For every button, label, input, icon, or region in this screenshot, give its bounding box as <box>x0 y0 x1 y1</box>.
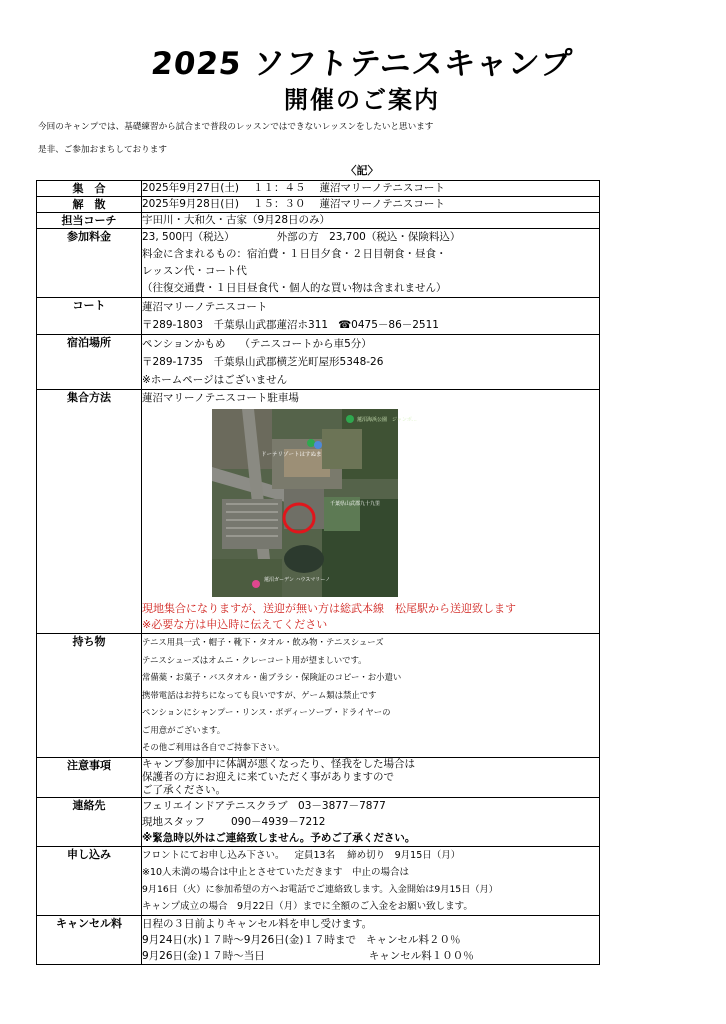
intro-line-2: 是非、ご参加おまちしております <box>38 145 167 155</box>
apply-capacity: 定員13名 <box>294 849 336 861</box>
map-label-resort: ドーテリゾートはすぬま <box>261 452 322 458</box>
row-lodging <box>37 335 600 390</box>
items-line-5: ペンションにシャンプー・リンス・ボディーソープ・ドライヤーの <box>142 707 391 717</box>
court-phone: ☎0475－86－2511 <box>338 319 439 331</box>
gathering-place: 蓮沼マリーノテニスコート <box>319 182 445 194</box>
apply-line-3: 9月16日（火）に参加希望の方へお電話でご連絡致します。入金開始は9月15日（月） <box>142 883 498 895</box>
label-coach: 担当コーチ <box>37 213 142 229</box>
apply-line-2: ※10人未満の場合は中止とさせていただきます 中止の場合は <box>142 866 410 878</box>
fee-includes-cont: レッスン代・コート代 <box>142 265 247 277</box>
cancel-period-1: 9月24日(水)１７時～9月26日(金)１７時まで <box>142 933 356 946</box>
contact-notice: ※緊急時以外はご連絡致しません。予めご了承ください。 <box>142 831 416 844</box>
row-meeting <box>37 390 600 634</box>
satellite-map-graphic <box>212 409 417 597</box>
label-apply: 申し込み <box>37 846 142 915</box>
row-dismissal <box>37 197 600 213</box>
meeting-request-notice: ※必要な方は申込時に伝えてください <box>142 618 328 631</box>
contact-club: フェリエインドアテニスクラブ 03－3877－7877 <box>142 799 386 812</box>
park-pin-icon <box>307 439 315 447</box>
apply-deadline: 締め切り 9月15日（月） <box>347 849 461 861</box>
fee-external: 外部の方 23,700（税込・保険料込） <box>276 231 461 243</box>
lodging-note: ※ホームページはございません <box>142 374 288 386</box>
dismissal-time: １５：３０ <box>252 198 306 210</box>
court-address: 〒289-1803 千葉県山武郡蓮沼ホ311 <box>142 319 329 331</box>
map-label-address: 千葉県山武郡九十九里 <box>330 501 381 507</box>
gathering-time: １１：４５ <box>252 182 306 194</box>
park-pin-icon-2 <box>346 415 354 423</box>
cancel-rate-1: キャンセル料２０％ <box>365 933 461 946</box>
items-line-6: ご用意がございます。 <box>142 724 226 735</box>
title-line-1: 2025 ソフトテニスキャンプ <box>149 46 574 82</box>
apply-line-4: キャンプ成立の場合 9月22日（月）までに全額のご入金をお願い致します。 <box>142 900 473 912</box>
contact-staff-phone: 090－4939－7212 <box>231 815 326 828</box>
dismissal-place: 蓮沼マリーノテニスコート <box>319 198 445 210</box>
notes-line-2: 保護者の方にお迎えに来ていただく事がありますので <box>142 770 394 783</box>
gathering-date: 2025年9月27日(土) <box>142 182 239 194</box>
meeting-pickup-notice: 現地集合になりますが、送迎が無い方は総武本線 松尾駅から送迎致します <box>142 602 516 615</box>
map-label-garden: 蓮沼ガーデン ハウスマリーノ <box>264 577 331 583</box>
row-gathering <box>37 181 600 197</box>
lodging-address: 〒289-1735 千葉県山武郡横芝光町屋形5348-26 <box>142 356 384 368</box>
label-court: コート <box>37 298 142 335</box>
notes-line-3: ご了承ください。 <box>142 783 226 796</box>
notes-line-1: キャンプ参加中に体調が悪くなったり、怪我をした場合は <box>142 757 415 770</box>
fee-amount: 23, 500円（税込） <box>142 231 235 243</box>
row-cancel <box>37 915 600 964</box>
lodging-distance: （テニスコートから車5分） <box>239 338 372 350</box>
items-line-7: その他ご利用は各自でご持参下さい。 <box>142 742 285 752</box>
label-notes: 注意事項 <box>37 757 142 797</box>
label-gathering: 集 合 <box>37 181 142 197</box>
label-dismissal: 解 散 <box>37 197 142 213</box>
meeting-place: 蓮沼マリーノテニスコート駐車場 <box>142 392 299 404</box>
resort-pin-icon <box>314 441 322 449</box>
intro-line-1: 今回のキャンプでは、基礎練習から試合まで普段のレッスンではできないレッスンをしたいと思います <box>38 122 434 132</box>
info-table <box>36 180 600 965</box>
coach-value: 宇田川・大和久・古家（9月28日のみ） <box>142 214 331 226</box>
items-line-3: 常備薬・お菓子・バスタオル・歯ブラシ・保険証のコピー・お小遣い <box>142 672 402 682</box>
items-line-4: 携帯電話はお持ちになっても良いですが、ゲーム類は禁止です <box>142 689 377 700</box>
fee-excludes: （往復交通費・１日目昼食代・個人的な買い物は含まれません） <box>142 282 447 294</box>
row-court <box>37 298 600 335</box>
row-apply <box>37 846 600 915</box>
row-items <box>37 634 600 758</box>
satellite-map[interactable] <box>212 409 417 597</box>
cancel-period-2: 9月26日(金)１７時～当日 <box>142 949 265 962</box>
label-contact: 連絡先 <box>37 797 142 846</box>
label-cancel: キャンセル料 <box>37 915 142 964</box>
map-label-park: 蓮沼海浜公園 ジャンボ... <box>357 417 417 423</box>
apply-front: フロントにてお申し込み下さい。 <box>142 849 285 861</box>
row-fee <box>37 229 600 298</box>
dismissal-date: 2025年9月28日(日) <box>142 198 239 210</box>
contact-staff-label: 現地スタッフ <box>142 815 205 828</box>
lodging-name: ペンションかもめ <box>142 338 226 350</box>
label-fee: 参加料金 <box>37 229 142 298</box>
row-notes <box>37 757 600 797</box>
items-line-1: テニス用具一式・帽子・靴下・タオル・飲み物・テニスシューズ <box>142 637 384 647</box>
cancel-line-1: 日程の３日前よりキャンセル料を申し受けます。 <box>142 917 373 930</box>
label-items: 持ち物 <box>37 634 142 758</box>
hotel-pin-icon <box>252 580 260 588</box>
court-name: 蓮沼マリーノテニスコート <box>142 301 268 313</box>
row-coach <box>37 213 600 229</box>
memo-label: 〈記〉 <box>345 164 379 177</box>
label-lodging: 宿泊場所 <box>37 335 142 390</box>
title-line-2: 開催のご案内 <box>284 86 440 114</box>
cancel-rate-2: キャンセル料１００％ <box>368 949 474 962</box>
fee-includes: 料金に含まれるもの：宿泊費・１日目夕食・２日目朝食・昼食・ <box>142 248 447 260</box>
items-line-2: テニスシューズはオムニ・クレーコート用が望ましいです。 <box>142 654 367 665</box>
label-meeting: 集合方法 <box>37 390 142 634</box>
row-contact <box>37 797 600 846</box>
